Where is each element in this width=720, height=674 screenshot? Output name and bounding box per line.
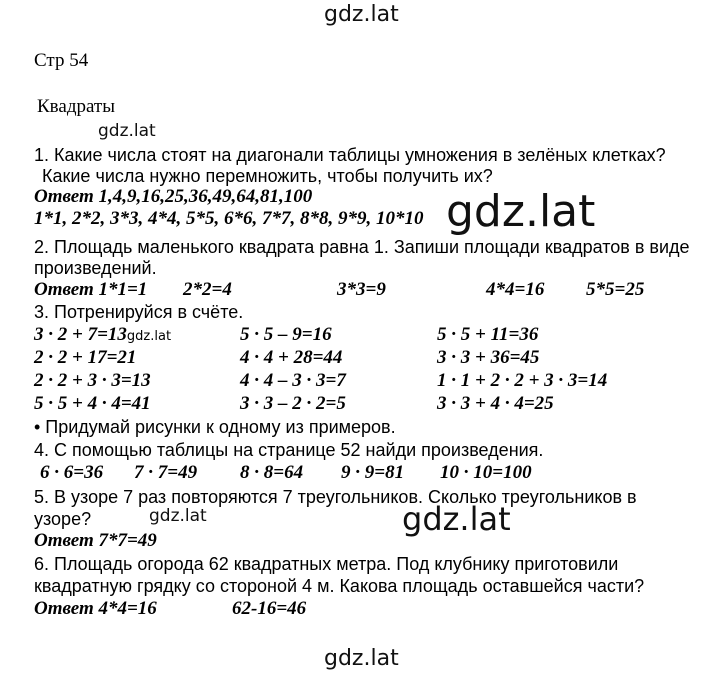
q3-title: 3. Потренируйся в счёте. [34, 302, 244, 322]
q3-note: • Придумай рисунки к одному из примеров. [34, 417, 396, 437]
q3-expr-3-2: 4 · 4 – 3 · 3=7 [240, 370, 346, 391]
q1-answer: Ответ 1,4,9,16,25,36,49,64,81,100 [34, 186, 313, 207]
q3-expr-2-3: 3 · 3 + 36=45 [437, 347, 540, 368]
watermark-top: gdz.lat [324, 2, 399, 27]
q6-text-line1: 6. Площадь огорода 62 квадратных метра. Под клубнику приготовили [34, 554, 619, 574]
watermark-large: gdz.lat [446, 186, 596, 237]
watermark-bottom: gdz.lat [324, 646, 399, 671]
watermark-inline: gdz.lat [126, 329, 172, 344]
q3-expr-4-2: 3 · 3 – 2 · 2=5 [240, 393, 346, 414]
q3-expr-4-1: 5 · 5 + 4 · 4=41 [34, 393, 151, 414]
q6-answer-2: 62-16=46 [232, 598, 307, 619]
q3-expr-4-3: 3 · 3 + 4 · 4=25 [437, 393, 554, 414]
q4-answer-5: 10 · 10=100 [440, 462, 532, 483]
q4-title: 4. С помощью таблицы на странице 52 найди произведения. [34, 440, 544, 460]
q3-expr-1-1: 3 · 2 + 7=13gdz.lat [34, 324, 172, 345]
q5-answer: Ответ 7*7=49 [34, 530, 157, 551]
page-title: Квадраты [37, 96, 116, 117]
q2-answer-5: 5*5=25 [586, 279, 645, 300]
page-reference: Стр 54 [34, 50, 89, 71]
watermark-small-1: gdz.lat [98, 121, 156, 141]
q5-text-line2: узоре? [34, 509, 92, 529]
q2-answer-2: 2*2=4 [183, 279, 232, 300]
q3-expr-2-2: 4 · 4 + 28=44 [240, 347, 343, 368]
q6-text-line2: квадратную грядку со стороной 4 м. Какова площадь оставшейся части? [34, 576, 645, 596]
q6-answer-1: Ответ 4*4=16 [34, 598, 157, 619]
q3-expr-3-1: 2 · 2 + 3 · 3=13 [34, 370, 151, 391]
watermark-medium: gdz.lat [402, 500, 511, 538]
q2-text-line1: 2. Площадь маленького квадрата равна 1. Запиши площади квадратов в виде [34, 237, 690, 257]
q3-expr-3-3: 1 · 1 + 2 · 2 + 3 · 3=14 [437, 370, 608, 391]
q2-answer-1: Ответ 1*1=1 [34, 279, 148, 300]
q3-expr-1-2: 5 · 5 – 9=16 [240, 324, 332, 345]
q4-answer-3: 8 · 8=64 [240, 462, 304, 483]
watermark-small-2: gdz.lat [149, 506, 207, 526]
q1-text-line2: Какие числа нужно перемножить, чтобы получить их? [42, 166, 493, 186]
q4-answer-2: 7 · 7=49 [134, 462, 198, 483]
q2-text-line2: произведений. [34, 258, 157, 278]
q1-text-line1: 1. Какие числа стоят на диагонали таблицы умножения в зелёных клетках? [34, 145, 666, 165]
q2-answer-4: 4*4=16 [486, 279, 545, 300]
q1-products: 1*1, 2*2, 3*3, 4*4, 5*5, 6*6, 7*7, 8*8, 9*9, 10*10 [34, 208, 424, 229]
q3-expr-2-1: 2 · 2 + 17=21 [34, 347, 137, 368]
q4-answer-4: 9 · 9=81 [341, 462, 405, 483]
q5-text-line1: 5. В узоре 7 раз повторяются 7 треугольников. Сколько треугольников в [34, 487, 637, 507]
q2-answer-3: 3*3=9 [337, 279, 386, 300]
q4-answer-1: 6 · 6=36 [40, 462, 104, 483]
q3-expr-1-3: 5 · 5 + 11=36 [437, 324, 539, 345]
